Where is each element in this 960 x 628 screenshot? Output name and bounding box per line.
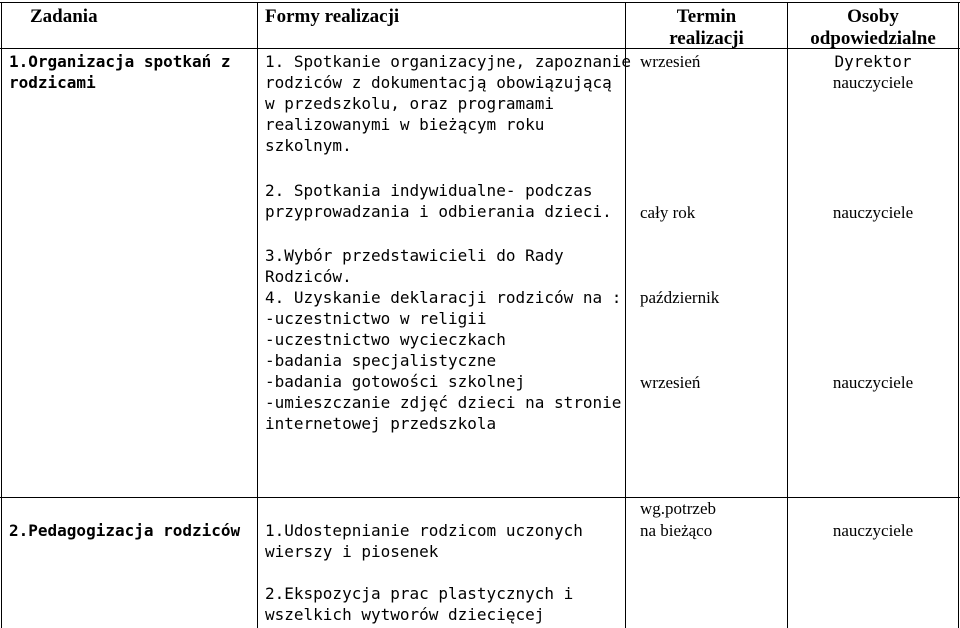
form-item-2-2: 2.Ekspozycja prac plastycznych i wszelkich wytworów dziecięcej [265,584,574,624]
form-item-1: 1. Spotkanie organizacyjne, zapoznanie rodziców z dokumentacją obowiązującą w przedszkolu, oraz programami realizowanymi w bieżącym roku szkolnym. [265,52,632,155]
osoby-item-4: nauczyciele [832,373,914,392]
header-formy-realizacji: Formy realizacji [265,6,400,27]
termin-item-4: wrzesień [640,373,701,392]
form-item-2-1: 1.Udostepnianie rodzicom uczonych wierszy i piosenek [265,521,583,561]
form-item-2: 2. Spotkania indywidualne- podczas przyprowadzania i odbierania dzieci. [265,181,612,221]
form-item-4: 4. Uzyskanie deklaracji rodziców na : -uczestnictwo w religii -uczestnictwo wycieczkach -badania specjalistyczne -badania gotowości szkolnej -umieszczanie zdjęć dzieci na stronie internetowej przedszkola [265,288,622,433]
termin-item-2: cały rok [640,203,696,222]
task-organizacja-line1: 1.Organizacja spotkań z [9,52,231,71]
termin-na-biezaco: na bieżąco [640,521,713,540]
header-termin: Termin [676,6,737,27]
form-item-3: 3.Wybór przedstawicieli do Rady Rodziców. [265,246,564,286]
column-divider-1 [257,2,258,628]
task-pedagogizacja: 2.Pedagogizacja rodziców [9,521,241,540]
task-organizacja-line2: rodzicami [9,73,96,92]
osoby-item-1-nauczyciele: nauczyciele [832,73,914,92]
termin-wg-potrzeb: wg.potrzeb [640,499,717,518]
osoby-section-2: nauczyciele [832,521,914,540]
header-odpowiedzialne: odpowiedzialne [810,28,936,49]
termin-item-1: wrzesień [640,52,701,71]
osoby-item-2: nauczyciele [832,203,914,222]
section-divider [0,497,960,498]
table-left-border [1,2,2,628]
termin-item-3: październik [640,288,720,307]
header-termin-realizacji: realizacji [669,28,744,49]
header-zadania: Zadania [30,6,98,27]
header-osoby: Osoby [847,6,899,27]
table-right-border [958,2,959,628]
table-top-border [0,2,960,3]
osoby-item-1-dyrektor: Dyrektor [834,52,912,71]
